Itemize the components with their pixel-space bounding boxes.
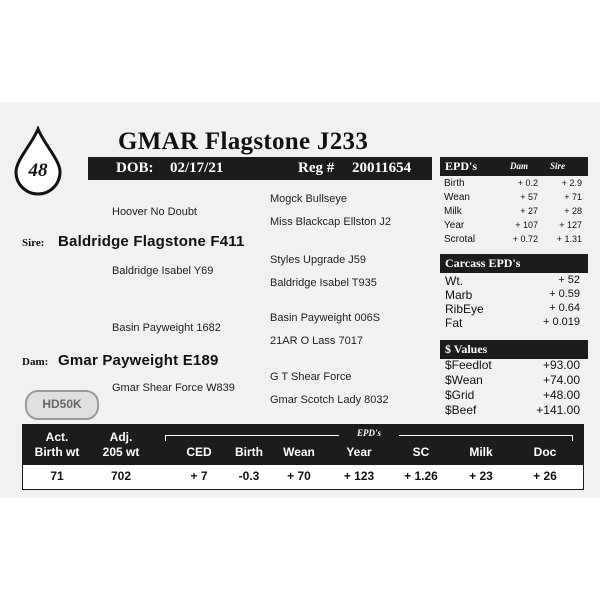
epd-col-value: + 26 [533, 469, 557, 483]
value-row-value: +141.00 [536, 403, 580, 417]
value-row-value: +48.00 [542, 388, 580, 402]
act-birth-value: 71 [50, 469, 64, 483]
epd-row-dam: + 27 [520, 206, 538, 216]
sire-dam: Baldridge Isabel Y69 [112, 265, 214, 277]
epds-col-dam: Dam [510, 161, 528, 171]
epd-row-label: Wean [444, 192, 470, 203]
epd-row-label: Year [444, 220, 465, 231]
epd-col-header: Milk [469, 445, 493, 459]
sire-sire-sire: Mogck Bullseye [270, 193, 348, 205]
epd-col-header: Year [346, 445, 372, 459]
carcass-row-value: + 0.64 [549, 302, 580, 314]
epds-col-sire: Sire [550, 161, 566, 171]
epd-row-sire: + 2.9 [561, 178, 582, 188]
epd-col-value: + 7 [190, 469, 208, 483]
epds-panel-title: EPD's [445, 159, 478, 173]
epd-col-header: CED [186, 445, 212, 459]
act-birth-header-l2: Birth wt [34, 445, 80, 459]
epd-row-sire: + 127 [559, 220, 582, 230]
epd-col-header: Birth [235, 445, 263, 459]
adj-205-header-l1: Adj. [109, 430, 133, 444]
carcass-panel-header [440, 254, 588, 273]
adj-205-value: 702 [110, 469, 132, 483]
reg-label: Reg # [298, 160, 335, 176]
reg-value: 20011654 [352, 160, 412, 176]
carcass-panel-title: Carcass EPD's [445, 256, 521, 270]
dam-sire-sire: Basin Payweight 006S [270, 312, 381, 324]
carcass-panel [440, 254, 588, 334]
dam-label: Dam: [22, 356, 49, 368]
dam-dam-dam: Gmar Scotch Lady 8032 [270, 394, 389, 406]
dam-dam-sire: G T Shear Force [270, 371, 352, 383]
epds-panel [440, 157, 588, 249]
sire-dam-dam: Baldridge Isabel T935 [270, 277, 377, 289]
epd-row-dam: + 0.2 [517, 178, 538, 188]
lot-number: 48 [28, 160, 48, 181]
dob-reg-bar [88, 157, 432, 180]
act-birth-header-l1: Act. [45, 430, 69, 444]
value-row-label: $Wean [445, 373, 483, 387]
values-panel-title: $ Values [445, 342, 488, 356]
epd-col-value: + 123 [343, 469, 375, 483]
sire-dam-sire: Styles Upgrade J59 [270, 254, 366, 266]
epd-row-sire: + 71 [564, 192, 582, 202]
hd50k-logo [25, 390, 99, 420]
epd-row-label: Birth [444, 178, 465, 189]
epd-row-dam: + 57 [520, 192, 538, 202]
sire-label: Sire: [22, 237, 45, 249]
carcass-row-label: Fat [445, 316, 463, 330]
epd-col-header: Wean [283, 445, 315, 459]
epds-group-label: EPD's [339, 428, 399, 438]
dob-label: DOB: [116, 160, 154, 176]
epd-row-label: Scrotal [444, 234, 476, 245]
dam-name: Gmar Payweight E189 [58, 352, 219, 369]
epd-col-value: -0.3 [238, 469, 260, 483]
carcass-row-value: + 0.59 [549, 288, 580, 300]
epd-row-label: Milk [444, 206, 462, 217]
value-row-label: $Feedlot [445, 358, 492, 372]
epd-col-value: + 70 [287, 469, 311, 483]
epd-col-value: + 23 [469, 469, 493, 483]
performance-table [22, 424, 584, 490]
epds-rule-left-tick [165, 435, 166, 441]
value-row-value: +93.00 [542, 358, 580, 372]
epd-col-value: + 1.26 [404, 469, 438, 483]
epd-row-dam: + 0.72 [512, 234, 538, 244]
adj-205-header-l2: 205 wt [102, 445, 140, 459]
value-row-label: $Beef [445, 403, 477, 417]
value-row-label: $Grid [445, 388, 475, 402]
carcass-row-label: Wt. [445, 274, 463, 288]
epd-row-sire: + 1.31 [556, 234, 582, 244]
carcass-row-value: + 52 [558, 274, 580, 286]
epd-row-dam: + 107 [515, 220, 538, 230]
dob-value: 02/17/21 [170, 160, 224, 176]
hd50k-logo-text: HD50K [42, 397, 82, 411]
epd-col-header: Doc [533, 445, 557, 459]
animal-name: GMAR Flagstone J233 [118, 128, 369, 155]
dam-sire-dam: 21AR O Lass 7017 [270, 335, 363, 347]
sire-sire-dam: Miss Blackcap Ellston J2 [270, 216, 392, 228]
values-panel [440, 340, 588, 420]
epds-rule-right-tick [572, 435, 573, 441]
dam-sire: Basin Payweight 1682 [112, 322, 221, 334]
epd-row-sire: + 28 [564, 206, 582, 216]
value-row-value: +74.00 [542, 373, 580, 387]
performance-table-header [23, 425, 583, 465]
sire-name: Baldridge Flagstone F411 [58, 233, 245, 250]
sire-sire: Hoover No Doubt [112, 206, 197, 218]
dam-dam: Gmar Shear Force W839 [112, 382, 235, 394]
carcass-row-label: RibEye [445, 302, 484, 316]
carcass-row-value: + 0.019 [542, 316, 580, 328]
epd-col-header: SC [412, 445, 430, 459]
carcass-row-label: Marb [445, 288, 473, 302]
epds-panel-header [440, 157, 588, 176]
values-panel-header [440, 340, 588, 359]
